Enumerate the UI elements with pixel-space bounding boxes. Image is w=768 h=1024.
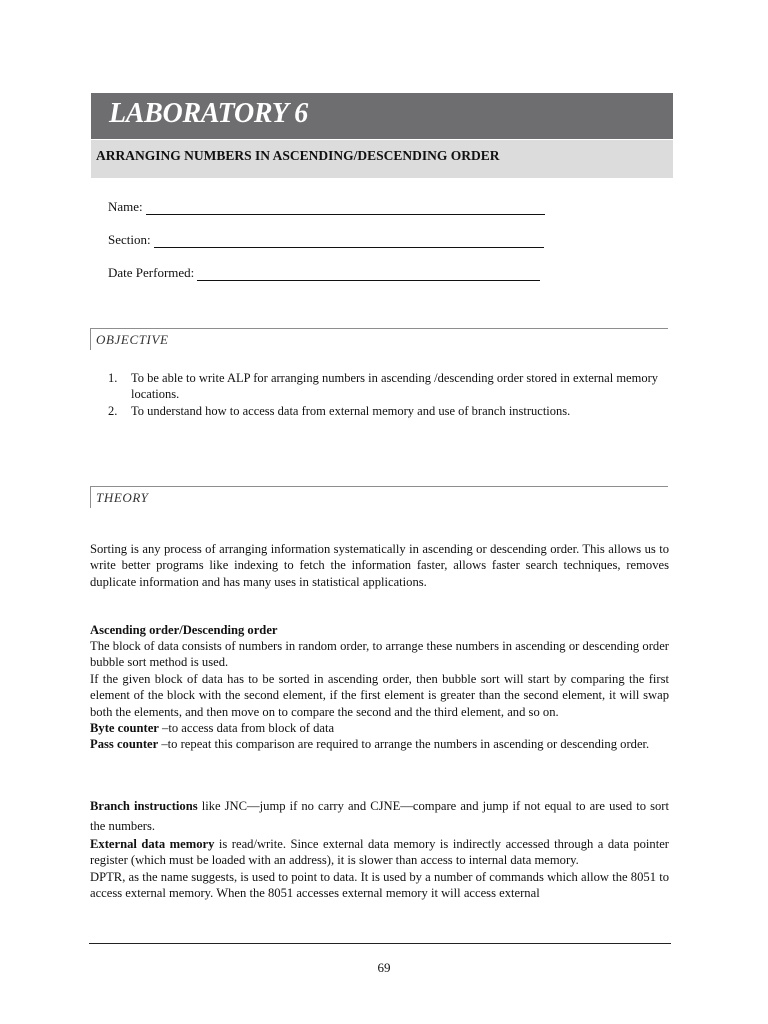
objective-heading-label: OBJECTIVE [96, 332, 169, 347]
section-label: Section: [108, 232, 151, 247]
pass-counter-text: –to repeat this comparison are required to arrange the numbers in ascending or descending order. [158, 737, 650, 752]
theory-heading-label: THEORY [96, 490, 149, 505]
dptr-text: DPTR, as the name suggests, is used to point to data. It is used by a number of commands which allow the 8051 to access external memory. When the 8051 accesses external memory it will access external [90, 869, 669, 901]
bubble-sort-text-1: The block of data consists of numbers in random order, to arrange these numbers in ascending or descending order bubble sort method is used. [90, 639, 669, 670]
lab-subtitle-band [91, 140, 673, 178]
objective-heading [90, 328, 668, 350]
page-number: 69 [377, 960, 391, 975]
branch-instructions-text: like JNC—jump if no carry and CJNE—compare and jump if not equal to are used to sort the numbers. [90, 799, 669, 833]
objective-item-text: To be able to write ALP for arranging numbers in ascending /descending order stored in external memory locations. [131, 371, 658, 401]
objective-list [108, 370, 668, 420]
lab-title: LABORATORY 6 [109, 98, 308, 129]
theory-intro-paragraph: Sorting is any process of arranging information systematically in ascending or descending order. This allows us to write better programs like indexing to fetch the information faster, allows faster search techniques, removes duplicate information and has many uses in statistical applications. [90, 542, 669, 589]
date-performed-blank-line [197, 267, 540, 281]
date-performed-label: Date Performed: [108, 265, 195, 280]
lab-subtitle: ARRANGING NUMBERS IN ASCENDING/DESCENDING ORDER [96, 148, 500, 163]
lab-title-banner [91, 93, 673, 139]
objective-item-number: 1. [108, 371, 118, 385]
objective-item-text: To understand how to access data from external memory and use of branch instructions. [131, 404, 571, 418]
objective-item [108, 370, 668, 402]
external-data-memory-term: External data memory [90, 837, 215, 851]
branch-instructions-term: Branch instructions [90, 799, 198, 813]
objective-item [108, 403, 668, 419]
date-performed-field [108, 265, 540, 281]
objective-item-number: 2. [108, 404, 118, 418]
byte-counter-text: –to access data from block of data [158, 721, 335, 736]
name-blank-line [146, 201, 545, 215]
ascending-descending-subheading: Ascending order/Descending order [90, 623, 278, 637]
bubble-sort-paragraph [90, 638, 669, 753]
theory-heading [90, 486, 668, 508]
branch-instructions-paragraph [90, 796, 669, 836]
external-memory-paragraph [90, 836, 669, 902]
external-data-memory-text: is read/write. Since external data memory is indirectly accessed through a data pointer register (which must be loaded with an address), it is slower than access to internal data memory. [90, 837, 669, 868]
byte-counter-term: Byte counter [90, 721, 159, 736]
name-field [108, 199, 545, 215]
footer-divider [89, 943, 671, 944]
section-field [108, 232, 544, 248]
pass-counter-term: Pass counter [90, 737, 159, 752]
section-blank-line [154, 234, 544, 248]
bubble-sort-text-2: If the given block of data has to be sorted in ascending order, then bubble sort will start by comparing the first element of the block with the second element, if the first element is greater than the second element, it will swap both the elements, and then move on to compare the second and the third element, and so on. [90, 671, 669, 719]
name-label: Name: [108, 199, 143, 214]
